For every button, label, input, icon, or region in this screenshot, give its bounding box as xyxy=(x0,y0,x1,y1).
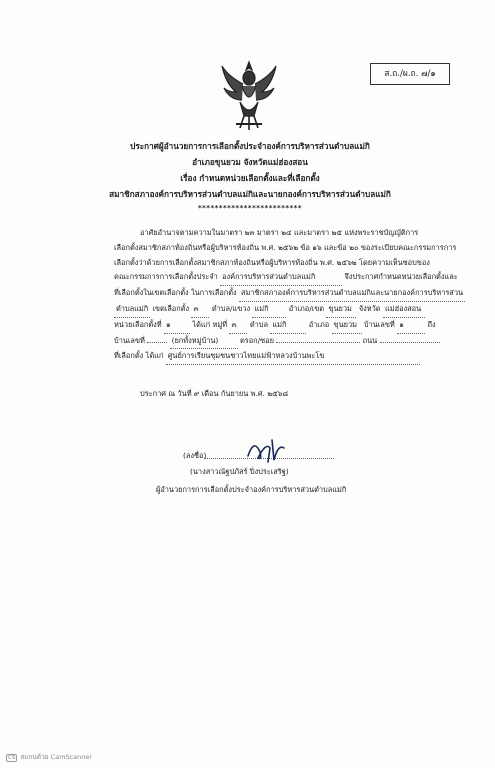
body-line xyxy=(114,334,446,350)
body-text: ถึง xyxy=(427,319,436,329)
title-line-2: อำเภอขุนยวม จังหวัดแม่ฮ่องสอน xyxy=(192,157,308,167)
filled-field: (ยกทั้งหมู่บ้าน) xyxy=(170,334,238,350)
filled-field: ขุนยวม xyxy=(332,318,362,334)
filled-field: แม่กิ xyxy=(270,318,306,334)
scanner-text: สแกนด้วย CamScanner xyxy=(20,753,93,761)
empty-field xyxy=(380,342,440,343)
signer-name: (นางสาวณัฐปภัสร์ ปิ่งประเสริฐ) xyxy=(190,467,289,476)
body-text: อำเภอ/เขต xyxy=(288,303,325,313)
garuda-emblem-icon xyxy=(218,58,280,132)
signer-title: ผู้อำนวยการการเลือกตั้งประจำองค์การบริหารส่วนตำบลแม่กิ xyxy=(156,485,347,494)
body-text: เขตเลือกตั้ง xyxy=(152,303,190,313)
filled-field: ศูนย์การเรียนชุมชนชาวไทยแม่ฟ้าหลวงบ้านพะโข xyxy=(166,349,420,365)
body-text: อำเภอ xyxy=(308,319,330,329)
filled-field: ๑ xyxy=(397,318,425,334)
sign-label: (ลงชื่อ) xyxy=(183,451,207,460)
filled-field: ตำบลแม่กิ xyxy=(114,302,150,318)
camscanner-logo-icon: CS xyxy=(8,755,16,761)
body-line xyxy=(114,349,446,365)
filled-field: ๓ xyxy=(191,302,209,318)
body-text: ตรอก/ซอย xyxy=(239,335,274,345)
body-line: เลือกตั้งสมาชิกสภาท้องถิ่นหรือผู้บริหารท้องถิ่น พ.ศ. ๒๕๖๒ ข้อ ๑๖ และข้อ ๒๐ ของระเบียบคณะกรรมการการ xyxy=(114,242,457,252)
filled-field: ๓ xyxy=(229,318,247,334)
filled-field: แม่ฮ่องสอน xyxy=(383,302,425,318)
filled-field: แม่กิ xyxy=(252,302,286,318)
filled-field: ๑ xyxy=(164,318,190,334)
announcement-date: ประกาศ ณ วันที่ ๙ เดือน กันยายน พ.ศ. ๒๕๖๘ xyxy=(140,389,289,398)
body-line: อาศัยอำนาจตามความในมาตรา ๒๓ มาตรา ๒๔ และมาตรา ๒๕ แห่งพระราชบัญญัติการ xyxy=(140,228,419,237)
body-text: ที่เลือกตั้งในเขตเลือกตั้ง ในการเลือกตั้ง xyxy=(114,288,237,298)
body-line: เลือกตั้งว่าด้วยการเลือกตั้งสมาชิกสภาท้องถิ่นหรือผู้บริหารท้องถิ่น พ.ศ. ๒๕๖๒ โดยความเห็นชอบของ xyxy=(114,257,430,267)
form-code-box: ส.ถ./ผ.ถ. ๗/๑ xyxy=(370,63,450,85)
body-text: ถนน xyxy=(362,335,378,345)
body-text: จึงประกาศกำหนดหน่วยเลือกตั้งและ xyxy=(344,272,458,282)
scanner-watermark xyxy=(6,752,92,762)
body-line xyxy=(114,286,464,302)
filled-field: องค์การบริหารส่วนตำบลแม่กิ xyxy=(220,270,342,286)
filled-field xyxy=(276,342,360,343)
body-line xyxy=(114,302,446,318)
body-text: ที่เลือกตั้ง ได้แก่ xyxy=(114,351,164,361)
body-text: หน่วยเลือกตั้งที่ xyxy=(114,319,162,329)
title-line-1: ประกาศผู้อำนวยการการเลือกตั้งประจำองค์การบริหารส่วนตำบลแม่กิ xyxy=(130,141,370,151)
body-line xyxy=(114,318,446,334)
body-line xyxy=(114,270,458,286)
body-text: ได้แก่ หมู่ที่ xyxy=(192,319,228,329)
announcement-body xyxy=(114,226,464,365)
body-text: ตำบล xyxy=(249,319,268,329)
body-text: จังหวัด xyxy=(358,303,381,313)
star-divider: ************************* xyxy=(197,204,303,212)
body-text: คณะกรรมการการเลือกตั้งประจำ xyxy=(114,272,218,282)
filled-field xyxy=(147,342,167,343)
title-line-4: สมาชิกสภาองค์การบริหารส่วนตำบลแม่กิและนายกองค์การบริหารส่วนตำบลแม่กิ xyxy=(109,189,391,199)
filled-field: ขุนยวม xyxy=(326,302,356,318)
body-text: ตำบล/แขวง xyxy=(211,303,251,313)
body-text: บ้านเลขที่ xyxy=(114,335,145,345)
filled-field: สมาชิกสภาองค์การบริหารส่วนตำบลแม่กิและนายกองค์การบริหารส่วน xyxy=(239,286,465,302)
handwritten-signature-icon xyxy=(240,434,288,464)
title-subject: เรื่อง กำหนดหน่วยเลือกตั้งและที่เลือกตั้ง xyxy=(180,173,320,183)
body-text: บ้านเลขที่ xyxy=(363,319,395,329)
